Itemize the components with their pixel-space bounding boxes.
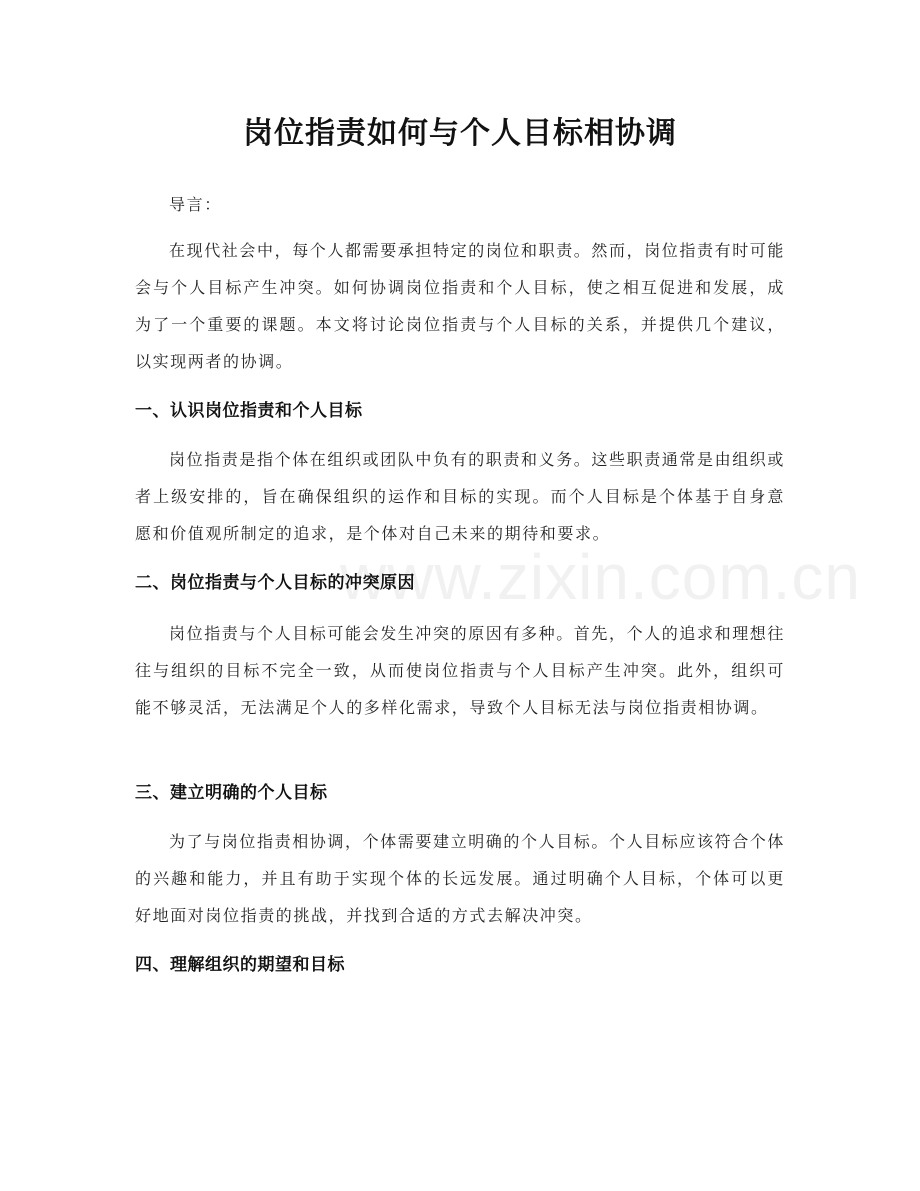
section-3-body: 为了与岗位指责相协调，个体需要建立明确的个人目标。个人目标应该符合个体的兴趣和能力，并且有助于实现个体的长远发展。通过明确个人目标，个体可以更好地面对岗位指责的挑战，并找到合适的方式去解决冲突。 bbox=[135, 832, 786, 925]
section-1-body: 岗位指责是指个体在组织或团队中负有的职责和义务。这些职责通常是由组织或者上级安排的，旨在确保组织的运作和目标的实现。而个人目标是个体基于自身意愿和价值观所制定的追求，是个体对自己未来的期待和要求。 bbox=[135, 450, 786, 543]
section-3-heading: 三、建立明确的个人目标 bbox=[135, 783, 328, 803]
page-title: 岗位指责如何与个人目标相协调 bbox=[243, 116, 677, 151]
intro-label: 导言： bbox=[169, 195, 222, 214]
section-4-heading: 四、理解组织的期望和目标 bbox=[135, 955, 345, 975]
watermark: www.zixin.com.cn bbox=[340, 541, 861, 613]
section-1-heading: 一、认识岗位指责和个人目标 bbox=[135, 401, 363, 421]
intro-paragraph: 在现代社会中，每个人都需要承担特定的岗位和职责。然而，岗位指责有时可能会与个人目标产生冲突。如何协调岗位指责和个人目标，使之相互促进和发展，成为了一个重要的课题。本文将讨论岗位指责与个人目标的关系，并提供几个建议，以实现两者的协调。 bbox=[135, 241, 786, 371]
section-2-heading: 二、岗位指责与个人目标的冲突原因 bbox=[135, 573, 415, 593]
section-2-body: 岗位指责与个人目标可能会发生冲突的原因有多种。首先，个人的追求和理想往往与组织的目标不完全一致，从而使岗位指责与个人目标产生冲突。此外，组织可能不够灵活，无法满足个人的多样化需求，导致个人目标无法与岗位指责相协调。 bbox=[135, 624, 786, 717]
